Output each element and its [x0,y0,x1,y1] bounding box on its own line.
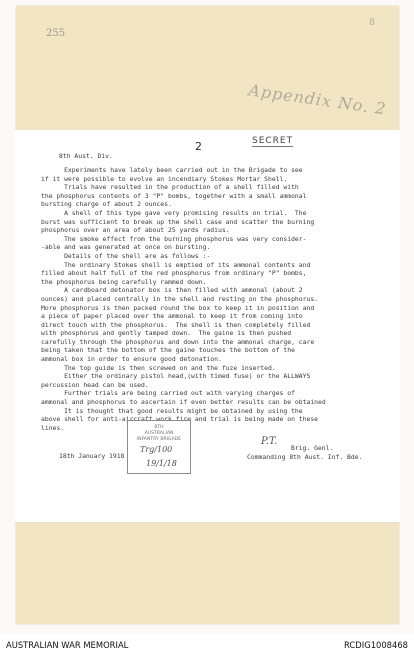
signatory-title: Commanding 8th Aust. Inf. Bde. [247,452,363,461]
body-line: -able and was generated at once on bursting. [41,243,211,252]
stamp-handwritten-number: Trg/100 [140,445,173,454]
pencil-page-number: 255 [46,28,66,39]
body-line: The smoke effect from the burning phosphorus was very consider- [41,234,307,243]
body-line: phosphorus over an area of about 25 yards radius. [41,226,230,235]
body-line: the phosphorus being carefully rammed down. [41,277,207,286]
signature-block [247,444,362,461]
appendix-note: Appendix No. 2 [247,80,388,119]
typed-sheet [15,130,400,523]
body-line: Details of the shell are as follows :- [41,251,211,260]
body-line: The ordinary Stokes shell is emptied of its ammonal contents and [41,260,311,269]
stamp-line: 8TH [154,425,164,430]
body-line: ammonal box in order to ensure good detonation. [41,355,222,364]
body-line: above shell for anti-aircraft work fire and trial is being made on these [41,415,319,424]
body-line: ammonal and phosphorus to ascertain if even better results can be obtained [41,398,326,407]
document-body [41,166,326,432]
body-line: Experiments have lately been carried out in the Brigade to see [41,166,303,174]
body-line: Further trials are being carried out with varying charges of [41,389,295,398]
body-line: burst was sufficient to break up the shell case and scatter the burning [41,217,315,226]
body-line: A shell of this type gave very promising results on trial. The [41,208,307,217]
body-line: A cardboard detonator box is then filled with ammonal (about 2 [41,286,303,295]
classification-stamp: SECRET [252,136,294,146]
signature: P.T. [261,436,278,447]
body-line: if it were possible to evolve an incendiary Stokes Mortar Shell. [41,174,288,183]
stamp-line: AUSTRALIAN [144,431,174,436]
body-line: carefully through the phosphorus and down into the ammonal charge, care [41,337,315,346]
corner-number: 8 [369,18,375,28]
footer-record-id: RCDIG1008468 [344,640,408,650]
body-line: filled about half full of the red phosphorus from ordinary "P" bombs, [41,269,307,278]
body-line: being taken that the bottom of the gaine touches the bottom of the [41,346,295,355]
brigade-stamp [127,420,191,474]
unit-heading: 8th Aust. Div. [59,152,113,160]
document-date: 18th January 1918 [59,452,125,460]
stamp-line: INFANTRY BRIGADE [136,437,182,442]
body-line: direct touch with the phosphorus. The shell is then completely filled [41,320,311,329]
body-line: bursting charge of about 2 ounces. [41,200,172,209]
body-line: It is thought that good results might be obtained by using the [41,406,303,415]
signatory-rank: Brig. Genl. [291,444,334,452]
stamp-handwritten-date: 19/1/18 [146,459,177,468]
body-line: Trials have resulted in the production of a shell filled with [41,183,299,192]
footer-institution: AUSTRALIAN WAR MEMORIAL [6,640,129,650]
body-line: a piece of paper placed over the ammonal to keep it from coming into [41,312,303,321]
body-line: the phosphorus contents of 3 "P" bombs, together with a small ammonal [41,191,307,200]
archive-footer [0,634,414,654]
body-line: ounces) and placed centrally in the shell and resting on the phosphorus. [41,294,319,303]
body-line: lines. [41,423,65,432]
body-line: More phosphorus is then packed round the box to keep it in position and [41,303,315,312]
body-line: The top guide is then screwed on and the fuze inserted. [41,363,276,372]
body-line: Either the ordinary pistol head,(with timed fuse) or the ALLWAYS [41,372,311,381]
body-line: percussion head can be used. [41,380,149,389]
body-line: with phosphorus and gently tamped down. The gaine is then pushed [41,329,292,338]
page-number: 2 [195,140,202,153]
